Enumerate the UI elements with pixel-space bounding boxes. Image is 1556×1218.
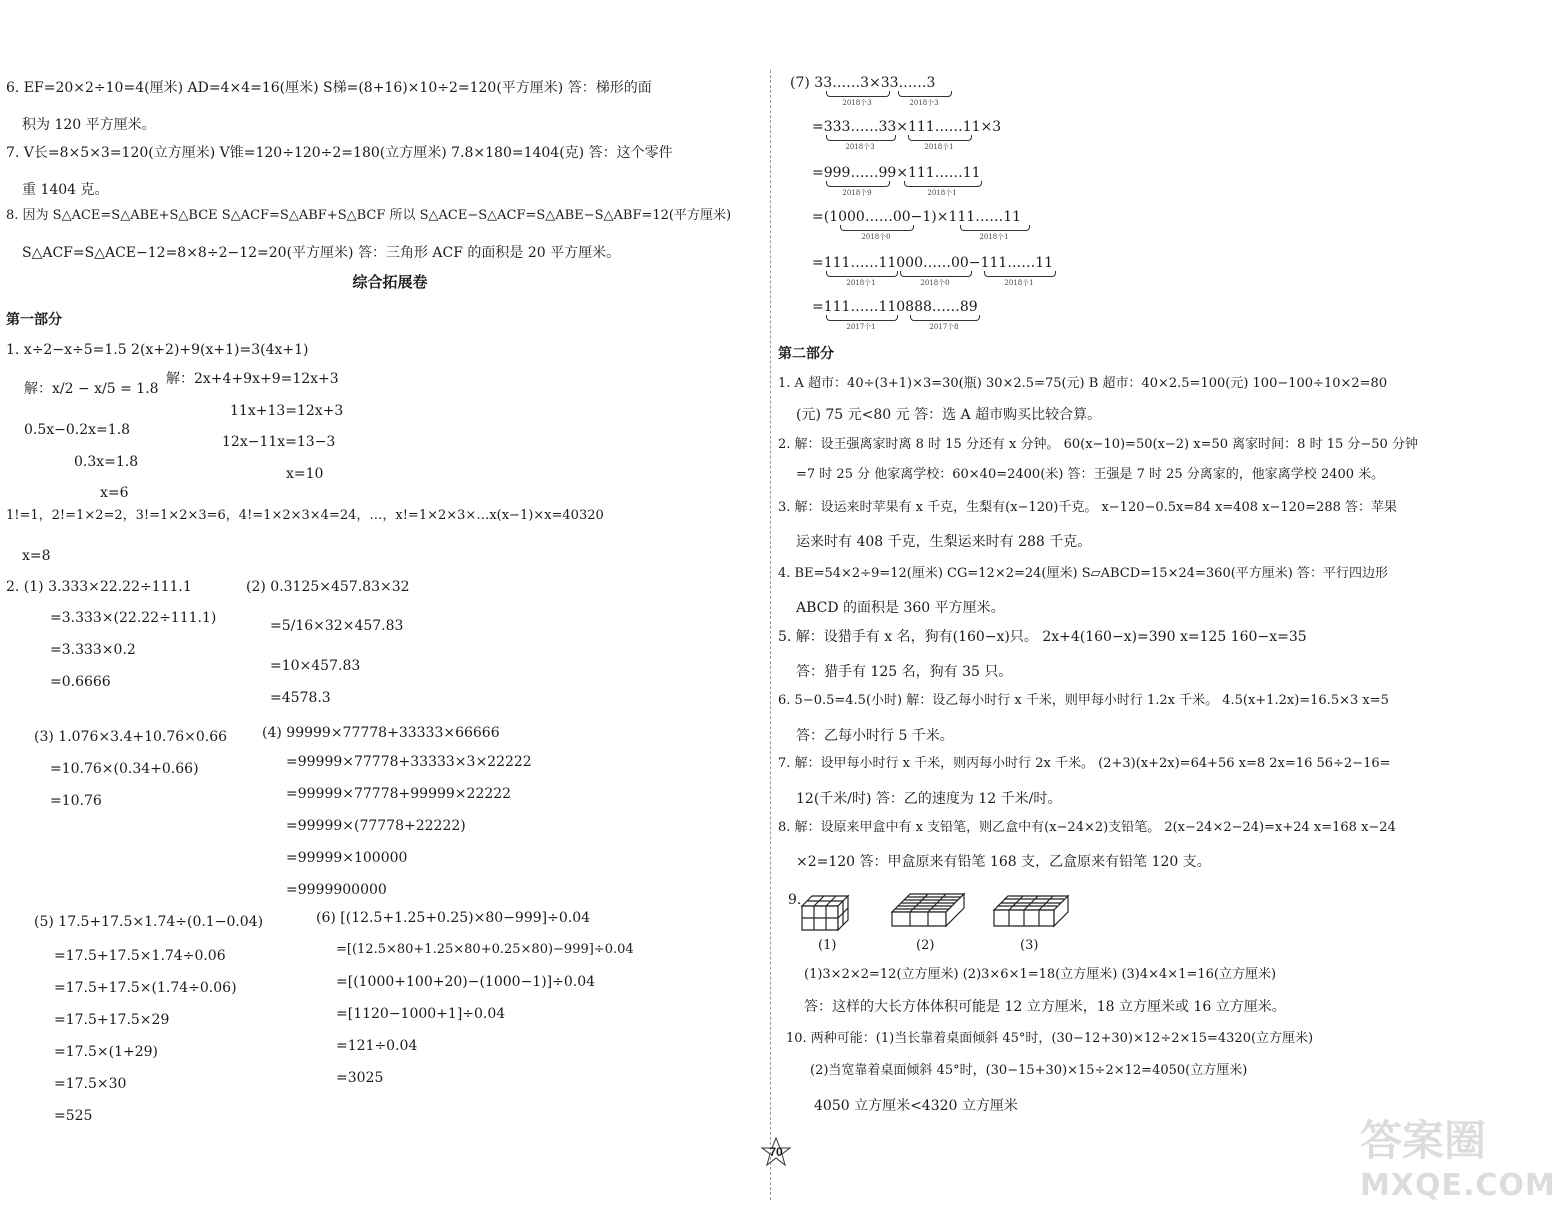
q1-a-step-3: 0.3x=1.8	[74, 454, 139, 470]
q1-a-step-2: 0.5x−0.2x=1.8	[24, 422, 131, 438]
q2-5-line-6: =17.5×30	[54, 1076, 127, 1092]
watermark-en: MXQE.COM	[1360, 1168, 1556, 1203]
q2-5-line-5: =17.5×(1+29)	[54, 1044, 159, 1060]
watermark-logo	[1360, 1108, 1556, 1218]
q2-2-line-2: =5/16×32×457.83	[270, 618, 404, 634]
q6-line-2: 积为 120 平方厘米。	[22, 117, 156, 133]
q7-product-line-6: =111……110888……89	[812, 299, 978, 315]
q2-2-line-1: (2) 0.3125×457.83×32	[246, 579, 410, 595]
answer-3-line-1: 3. 解：设运来时苹果有 x 千克，生梨有(x−120)千克。 x−120−0.5x=84 x=408 x−120=288 答：苹果	[778, 500, 1397, 515]
q7-product-line-5: =111……11000……00−111……11	[812, 255, 1054, 271]
q2-5-line-1: (5) 17.5+17.5×1.74÷(0.1−0.04)	[34, 914, 264, 930]
q1-a-step-1: 解：x/2 − x/5 = 1.8	[24, 381, 159, 397]
q7-line-1: 7. V长=8×5×3=120(立方厘米) V锥=120÷120÷2=180(立方厘米) 7.8×180=1404(克) 答：这个零件	[6, 145, 673, 161]
q7-product-line-3: =999……99×111……11	[812, 165, 981, 181]
part1-heading: 第一部分	[6, 312, 62, 328]
underbrace-label: 2018个0	[861, 233, 891, 241]
q2-2-line-3: =10×457.83	[270, 658, 361, 674]
underbrace	[904, 181, 982, 187]
q2-4-line-2: =99999×77778+33333×3×22222	[286, 754, 532, 770]
underbrace-label: 2018个3	[845, 143, 875, 151]
underbrace-label: 2018个9	[842, 189, 872, 197]
q8-line-2: S△ACF=S△ACE−12=8×8÷2−12=20(平方厘米) 答：三角形 ACF 的面积是 20 平方厘米。	[22, 245, 621, 261]
answer-7-line-1: 7. 解：设甲每小时行 x 千米，则丙每小时行 2x 千米。 (2+3)(x+2x)=64+56 x=8 2x=16 56÷2−16=	[778, 756, 1391, 771]
q1-factorial: 1!=1，2!=1×2=2，3!=1×2×3=6，4!=1×2×3×4=24，…，x!=1×2×3×…x(x−1)×x=40320	[6, 508, 604, 523]
answer-5-line-2: 答：猎手有 125 名，狗有 35 只。	[796, 664, 1013, 680]
q8-line-1: 8. 因为 S△ACE=S△ABE+S△BCE S△ACF=S△ABF+S△BCF 所以 S△ACE−S△ACF=S△ABE−S△ABF=12(平方厘米)	[6, 208, 732, 223]
cuboid-label-1: (1)	[818, 938, 837, 953]
part2-heading: 第二部分	[778, 346, 834, 362]
page-number-text: 70	[769, 1145, 783, 1159]
q2-6-line-5: =121÷0.04	[336, 1038, 418, 1054]
cuboid-label-2: (2)	[916, 938, 935, 953]
underbrace-label: 2018个1	[1004, 279, 1034, 287]
underbrace	[826, 91, 890, 97]
answer-6-line-2: 答：乙每小时行 5 千米。	[796, 728, 954, 744]
underbrace-label: 2018个3	[909, 99, 939, 107]
underbrace-label: 2018个1	[979, 233, 1009, 241]
q2-4-line-5: =99999×100000	[286, 850, 408, 866]
underbrace-label: 2018个1	[846, 279, 876, 287]
q7-product-line-2: =333……33×111……11×3	[812, 119, 1002, 135]
q2-5-line-3: =17.5+17.5×(1.74÷0.06)	[54, 980, 237, 996]
cuboid-figure-3	[994, 896, 1068, 926]
answer-9-number: 9.	[788, 892, 802, 908]
q1-answer-x8: x=8	[22, 548, 51, 564]
underbrace-label: 2018个3	[842, 99, 872, 107]
underbrace-label: 2018个1	[924, 143, 954, 151]
cuboid-label-3: (3)	[1020, 938, 1039, 953]
cuboid-figures	[796, 886, 1086, 936]
q2-2-line-4: =4578.3	[270, 690, 331, 706]
q2-5-line-2: =17.5+17.5×1.74÷0.06	[54, 948, 226, 964]
q2-6-line-1: (6) [(12.5+1.25+0.25)×80−999]÷0.04	[316, 910, 591, 926]
page-number	[761, 1137, 791, 1167]
underbrace	[910, 315, 980, 321]
cuboid-figure-2	[892, 894, 964, 926]
underbrace	[900, 271, 972, 277]
answer-9-calc: (1)3×2×2=12(立方厘米) (2)3×6×1=18(立方厘米) (3)4×4×1=16(立方厘米)	[804, 967, 1277, 982]
answer-9-conclusion: 答：这样的大长方体体积可能是 12 立方厘米，18 立方厘米或 16 立方厘米。	[804, 999, 1286, 1015]
underbrace-label: 2018个1	[927, 189, 957, 197]
answer-4-line-1: 4. BE=54×2÷9=12(厘米) CG=12×2=24(厘米) S▱ABCD=15×24=360(平方厘米) 答：平行四边形	[778, 566, 1388, 581]
underbrace-label: 2017个8	[929, 323, 959, 331]
answer-8-line-2: ×2=120 答：甲盒原来有铅笔 168 支，乙盒原来有铅笔 120 支。	[796, 854, 1211, 870]
answer-7-line-2: 12(千米/时) 答：乙的速度为 12 千米/时。	[796, 791, 1062, 807]
q2-3-line-3: =10.76	[50, 793, 102, 809]
q7-line-2: 重 1404 克。	[22, 182, 109, 198]
q7-product-line-1: (7) 33……3×33……3	[790, 75, 936, 91]
q2-6-line-2: =[(12.5×80+1.25×80+0.25×80)−999]÷0.04	[336, 942, 634, 957]
answer-1-line-2: (元) 75 元<80 元 答：选 A 超市购买比较合算。	[796, 407, 1102, 423]
q2-4-line-6: =9999900000	[286, 882, 387, 898]
underbrace	[984, 271, 1056, 277]
q2-1-line-4: =0.6666	[50, 674, 111, 690]
q1-b-step-1: 解：2x+4+9x+9=12x+3	[166, 371, 339, 387]
underbrace	[960, 225, 1030, 231]
q2-5-line-4: =17.5+17.5×29	[54, 1012, 170, 1028]
watermark-cn: 答案圈	[1360, 1116, 1487, 1165]
q1-a-step-4: x=6	[100, 485, 129, 501]
q2-1-line-3: =3.333×0.2	[50, 642, 136, 658]
q1-b-step-4: x=10	[286, 466, 324, 482]
underbrace	[908, 135, 972, 141]
answer-10-line-2: (2)当宽靠着桌面倾斜 45°时，(30−15+30)×15÷2×12=4050(立方厘米)	[810, 1063, 1248, 1078]
underbrace	[898, 91, 952, 97]
section-title: 综合拓展卷	[352, 273, 428, 291]
underbrace	[826, 315, 898, 321]
answer-1-line-1: 1. A 超市：40÷(3+1)×3=30(瓶) 30×2.5=75(元) B 超市：40×2.5=100(元) 100−100÷10×2=80	[778, 376, 1388, 391]
q2-6-line-3: =[(1000+100+20)−(1000−1)]÷0.04	[336, 974, 596, 990]
q2-3-line-2: =10.76×(0.34+0.66)	[50, 761, 199, 777]
answer-6-line-1: 6. 5−0.5=4.5(小时) 解：设乙每小时行 x 千米，则甲每小时行 1.2x 千米。 4.5(x+1.2x)=16.5×3 x=5	[778, 693, 1389, 708]
answer-4-line-2: ABCD 的面积是 360 平方厘米。	[796, 600, 1005, 616]
q2-5-line-7: =525	[54, 1108, 93, 1124]
underbrace	[826, 271, 898, 277]
q2-3-line-1: (3) 1.076×3.4+10.76×0.66	[34, 729, 228, 745]
q2-4-line-1: (4) 99999×77778+33333×66666	[262, 725, 500, 741]
answer-5-line-1: 5. 解：设猎手有 x 名，狗有(160−x)只。 2x+4(160−x)=390 x=125 160−x=35	[778, 629, 1307, 645]
q2-6-line-6: =3025	[336, 1070, 384, 1086]
q2-1-line-2: =3.333×(22.22÷111.1)	[50, 610, 217, 626]
underbrace	[826, 181, 890, 187]
q2-4-line-4: =99999×(77778+22222)	[286, 818, 466, 834]
q1-line: 1. x÷2−x÷5=1.5 2(x+2)+9(x+1)=3(4x+1)	[6, 342, 309, 358]
answer-2-line-2: =7 时 25 分 他家离学校：60×40=2400(米) 答：王强是 7 时 25 分离家的，他家离学校 2400 米。	[796, 467, 1385, 482]
cuboid-figure-1	[802, 896, 848, 930]
q2-6-line-4: =[1120−1000+1]÷0.04	[336, 1006, 506, 1022]
answer-3-line-2: 运来时有 408 千克，生梨运来时有 288 千克。	[796, 534, 1092, 550]
q2-1-line-1: 2. (1) 3.333×22.22÷111.1	[6, 579, 192, 595]
q7-product-line-4: =(1000……00−1)×111……11	[812, 209, 1022, 225]
q6-line-1: 6. EF=20×2÷10=4(厘米) AD=4×4=16(厘米) S梯=(8+16)×10÷2=120(平方厘米) 答：梯形的面	[6, 80, 652, 96]
q1-b-step-2: 11x+13=12x+3	[230, 403, 344, 419]
underbrace-label: 2018个0	[920, 279, 950, 287]
q2-4-line-3: =99999×77778+99999×22222	[286, 786, 512, 802]
underbrace-label: 2017个1	[846, 323, 876, 331]
answer-2-line-1: 2. 解：设王强离家时离 8 时 15 分还有 x 分钟。 60(x−10)=50(x−2) x=50 离家时间：8 时 15 分−50 分钟	[778, 437, 1418, 452]
answer-8-line-1: 8. 解：设原来甲盒中有 x 支铅笔，则乙盒中有(x−24×2)支铅笔。 2(x−24×2−24)=x+24 x=168 x−24	[778, 820, 1396, 835]
underbrace	[840, 225, 914, 231]
column-divider	[770, 70, 771, 1200]
underbrace	[826, 135, 896, 141]
q1-b-step-3: 12x−11x=13−3	[222, 434, 336, 450]
answer-10-line-3: 4050 立方厘米<4320 立方厘米	[814, 1098, 1018, 1114]
answer-10-line-1: 10. 两种可能：(1)当长靠着桌面倾斜 45°时，(30−12+30)×12÷2×15=4320(立方厘米)	[786, 1031, 1314, 1046]
